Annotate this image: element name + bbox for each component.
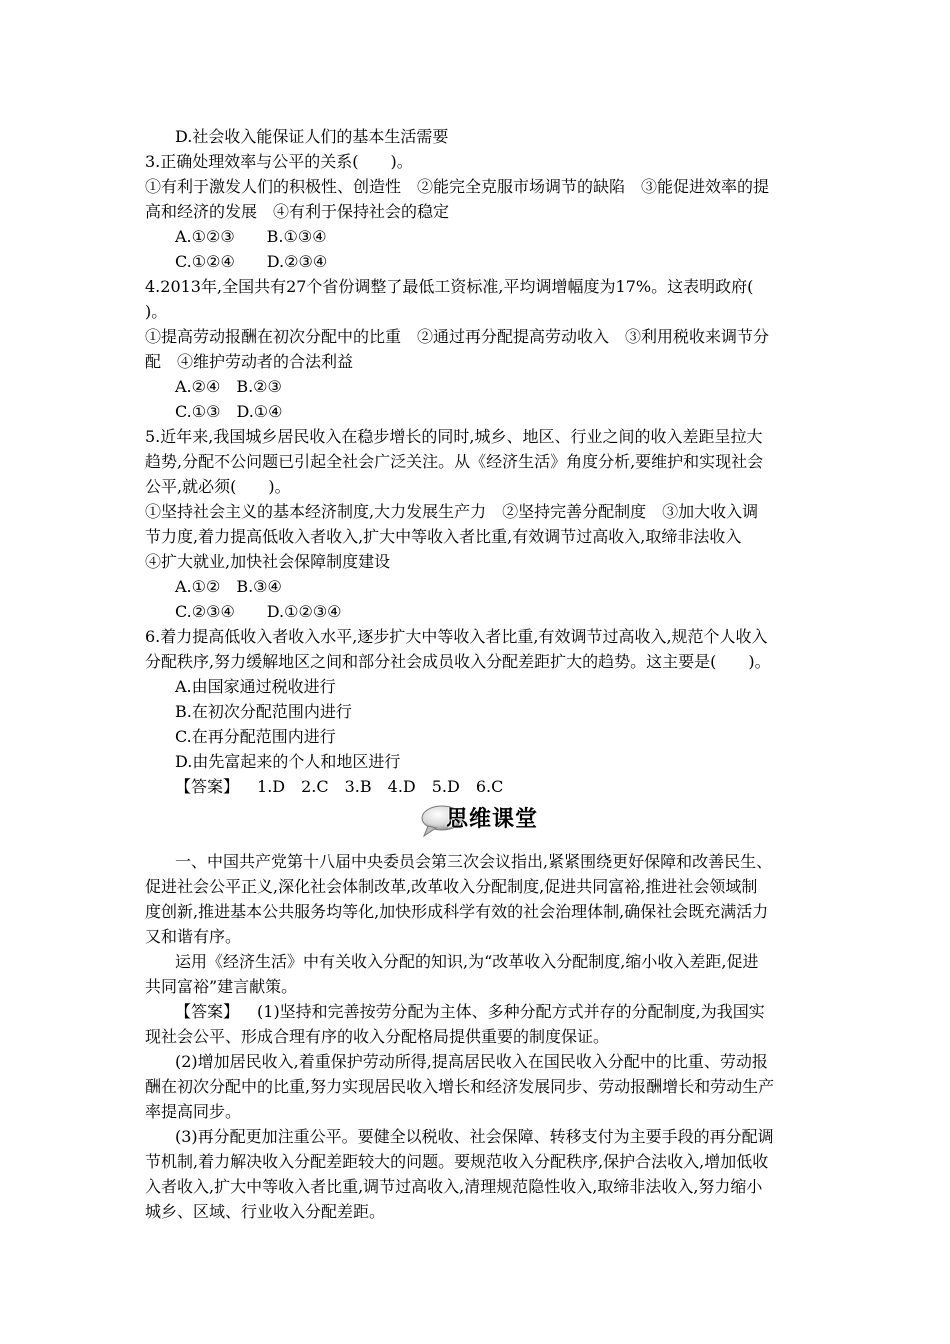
answer2-point3-line1: (3)再分配更加注重公平。要健全以税收、社会保障、转移支付为主要手段的再分配调: [175, 1127, 774, 1146]
q5-options-cd: C.②③④ D.①②③④: [175, 602, 342, 621]
q6-option-a: A.由国家通过税收进行: [175, 677, 336, 696]
question-5-line1: 5.近年来,我国城乡居民收入在稳步增长的同时,城乡、地区、行业之间的收入差距呈拉大: [145, 427, 763, 446]
section-heading-text: 思维课堂: [446, 807, 539, 832]
q5-statements-line1: ①坚持社会主义的基本经济制度,大力发展生产力 ②坚持完善分配制度 ③加大收入调: [145, 502, 759, 521]
q6-option-d: D.由先富起来的个人和地区进行: [175, 752, 401, 771]
question-4-line2: )。: [145, 302, 168, 321]
answer2-label: 【答案】: [175, 1002, 240, 1021]
answer2-point3-line4: 城乡、区域、行业收入分配差距。: [145, 1202, 386, 1221]
q4-statements-line2: 配 ④维护劳动者的合法利益: [145, 352, 354, 371]
question-4-line1: 4.2013年,全国共有27个省份调整了最低工资标准,平均调增幅度为17%。这表明政府(: [145, 277, 754, 296]
discussion-line6: 共同富裕”建言献策。: [145, 977, 298, 996]
q5-statements-line2: 节力度,着力提高低收入者收入,扩大中等收入者比重,有效调节过高收入,取缔非法收入: [145, 527, 742, 546]
q6-option-c: C.在再分配范围内进行: [175, 727, 336, 746]
answer-values: 1.D 2.C 3.B 4.D 5.D 6.C: [257, 777, 504, 796]
question-6-line1: 6.着力提高低收入者收入水平,逐步扩大中等收入者比重,有效调节过高收入,规范个人收入: [145, 627, 768, 646]
answer2-point2-line1: (2)增加居民收入,着重保护劳动所得,提高居民收入在国民收入分配中的比重、劳动报: [175, 1052, 768, 1071]
question-5-line2: 趋势,分配不公问题已引起全社会广泛关注。从《经济生活》角度分析,要维护和实现社会: [145, 452, 764, 471]
q4-options-ab: A.②④ B.②③: [175, 377, 282, 396]
answer2-point3-line2: 节机制,着力解决收入分配差距较大的问题。要规范收入分配秩序,保护合法收入,增加低收: [145, 1152, 769, 1171]
question-3: 3.正确处理效率与公平的关系( )。: [145, 152, 413, 171]
q4-options-cd: C.①③ D.①④: [175, 402, 283, 421]
answer2-line: [175, 1002, 765, 1022]
question-5-line3: 公平,就必须( )。: [145, 477, 291, 496]
q6-option-b: B.在初次分配范围内进行: [175, 702, 352, 721]
discussion-line5: 运用《经济生活》中有关收入分配的知识,为“改革收入分配制度,缩小收入差距,促进: [175, 952, 759, 971]
answer2-cont-line1: 现社会公平、形成合理有序的收入分配格局提供重要的制度保证。: [145, 1027, 610, 1046]
section-heading: [420, 800, 560, 840]
discussion-line1: 一、中国共产党第十八届中央委员会第三次会议指出,紧紧围绕更好保障和改善民生、: [175, 852, 773, 871]
discussion-line3: 度创新,推进基本公共服务均等化,加快形成科学有效的社会治理体制,确保社会既充满活力: [145, 902, 769, 921]
answer-key-line: [175, 777, 503, 797]
option-d-line: D.社会收入能保证人们的基本生活需要: [175, 127, 449, 146]
q3-statements-line1: ①有利于激发人们的积极性、创造性 ②能完全克服市场调节的缺陷 ③能促进效率的提: [145, 177, 770, 196]
answer2-text: (1)坚持和完善按劳分配为主体、多种分配方式并存的分配制度,为我国实: [257, 1002, 765, 1021]
question-6-line2: 分配秩序,努力缓解地区之间和部分社会成员收入分配差距扩大的趋势。这主要是( )。: [145, 652, 771, 671]
q5-options-ab: A.①② B.③④: [175, 577, 282, 596]
answer2-point3-line3: 入者收入,扩大中等收入者比重,调节过高收入,清理规范隐性收入,取缔非法收入,努力缩小: [145, 1177, 763, 1196]
discussion-line2: 促进社会公平正义,深化社会体制改革,改革收入分配制度,促进共同富裕,推进社会领域制: [145, 877, 758, 896]
answer-label: 【答案】: [175, 777, 240, 796]
q3-options-cd: C.①②④ D.②③④: [175, 252, 328, 271]
answer2-point2-line2: 酬在初次分配中的比重,努力实现居民收入增长和经济发展同步、劳动报酬增长和劳动生产: [145, 1077, 775, 1096]
answer2-point2-line3: 率提高同步。: [145, 1102, 242, 1121]
q3-statements-line2: 高和经济的发展 ④有利于保持社会的稳定: [145, 202, 450, 221]
q4-statements-line1: ①提高劳动报酬在初次分配中的比重 ②通过再分配提高劳动收入 ③利用税收来调节分: [145, 327, 770, 346]
q5-statements-line3: ④扩大就业,加快社会保障制度建设: [145, 552, 391, 571]
q3-options-ab: A.①②③ B.①③④: [175, 227, 327, 246]
discussion-line4: 又和谐有序。: [145, 927, 242, 946]
